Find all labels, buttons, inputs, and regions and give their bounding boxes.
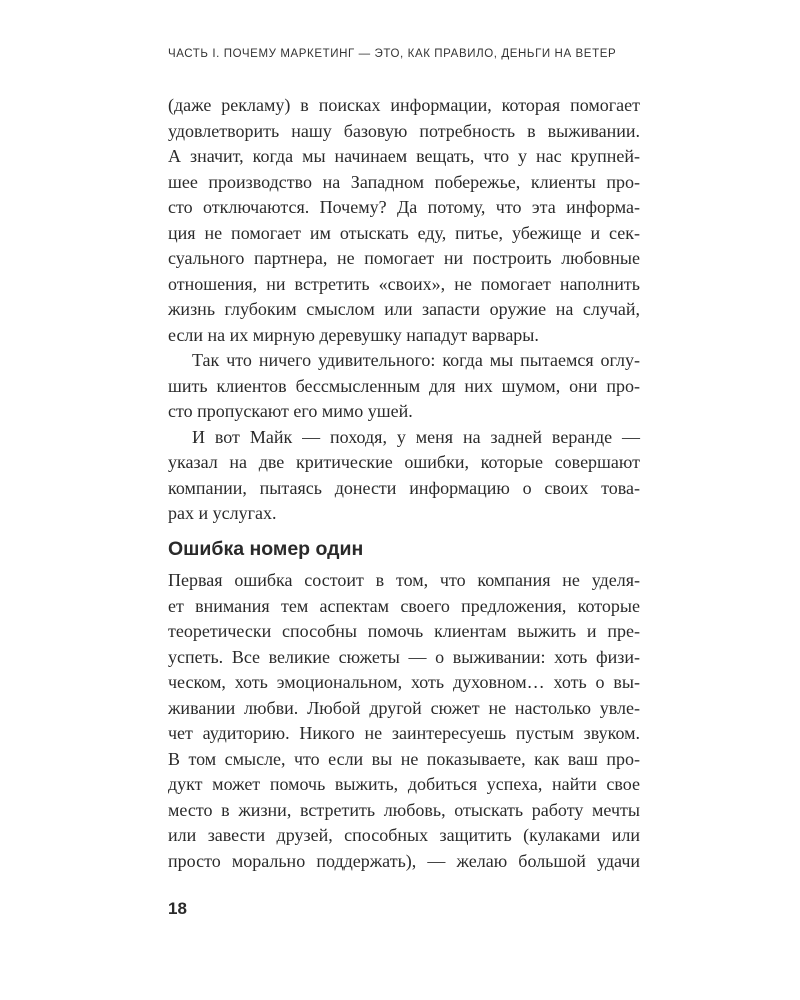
text-line: А значит, когда мы начинаем вещать, что у нас крупней-: [168, 146, 640, 166]
text-line: указал на две критические ошибки, которые совершают: [168, 452, 640, 472]
text-line: успеть. Все великие сюжеты — о выживании: хоть физи-: [168, 646, 640, 667]
text-line: сто отключаются. Почему? Да потому, что эта информа-: [168, 197, 640, 217]
text-line: ция не помогает им отыскать еду, питье, убежище и сек-: [168, 222, 640, 243]
text-line: сто пропускают его мимо ушей.: [168, 401, 413, 421]
text-line: И вот Майк — походя, у меня на задней веранде —: [192, 426, 640, 447]
text-line: живании любви. Любой другой сюжет не настолько увле-: [168, 697, 640, 718]
section-heading: Ошибка номер один: [168, 538, 364, 560]
text-line: суального партнера, не помогает ни построить любовные: [168, 248, 640, 268]
text-line: если на их мирную деревушку нападут варвары.: [168, 324, 539, 345]
text-line: шее производство на Западном побережье, клиенты про-: [168, 171, 640, 192]
text-line: компании, пытаясь донести информацию о своих това-: [168, 477, 640, 498]
text-line: просто морально поддержать), — желаю большой удачи: [168, 850, 640, 871]
text-line: Первая ошибка состоит в том, что компания не уделя-: [168, 570, 640, 590]
text-line: место в жизни, встретить любовь, отыскать работу мечты: [168, 799, 640, 820]
body-text-bottom: [168, 568, 640, 874]
body-text-top: [168, 93, 640, 527]
text-line: чет аудиторию. Никого не заинтересуешь пустым звуком.: [168, 723, 640, 743]
text-line: (даже рекламу) в поисках информации, которая помогает: [168, 95, 640, 115]
text-line: теоретически способны помочь клиентам выжить и пре-: [168, 621, 640, 641]
running-head: ЧАСТЬ I. ПОЧЕМУ МАРКЕТИНГ — ЭТО, КАК ПРАВИЛО, ДЕНЬГИ НА ВЕТЕР: [168, 48, 617, 60]
text-line: ческом, хоть эмоциональном, хоть духовном… хоть о вы-: [168, 672, 640, 692]
text-line: или завести друзей, способных защитить (кулаками или: [168, 825, 640, 845]
text-line: В том смысле, что если вы не показываете, как ваш про-: [168, 748, 640, 769]
text-line: шить клиентов бессмысленным для них шумом, они про-: [168, 375, 640, 396]
text-line: рах и услугах.: [168, 503, 277, 523]
text-line: отношения, ни встретить «своих», не помогает наполнить: [168, 273, 640, 294]
text-line: дукт может помочь выжить, добиться успеха, найти свое: [168, 774, 640, 794]
text-line: удовлетворить нашу базовую потребность в выживании.: [168, 120, 640, 141]
text-line: Так что ничего удивительного: когда мы пытаемся оглу-: [192, 350, 640, 370]
text-line: ет внимания тем аспектам своего предложения, которые: [168, 595, 640, 616]
page-number: 18: [168, 899, 187, 918]
text-line: жизнь глубоким смыслом или запасти оружие на случай,: [168, 299, 640, 319]
